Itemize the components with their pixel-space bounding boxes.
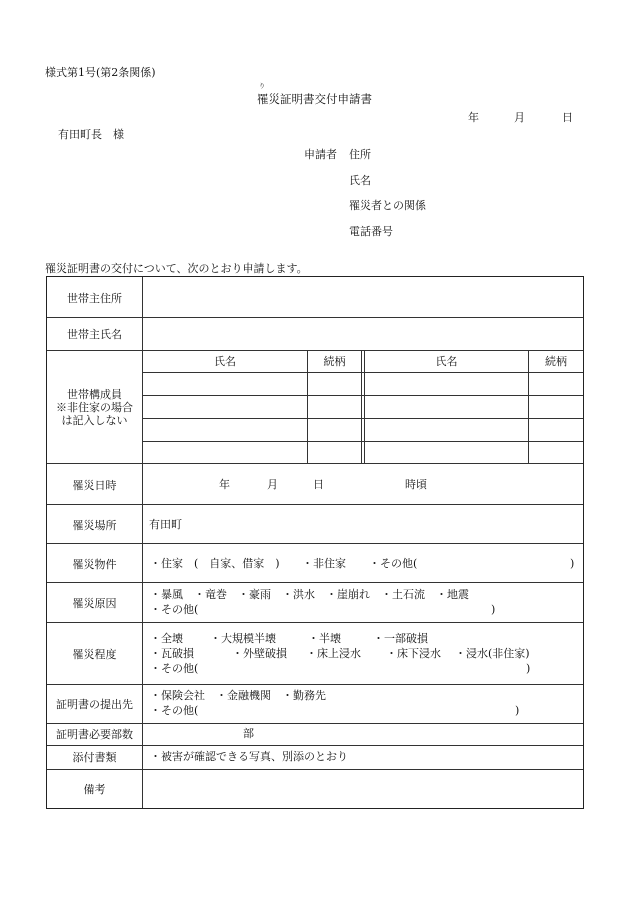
damage-level-label: 罹災程度: [72, 648, 117, 661]
property-other-option[interactable]: ・その他(: [369, 557, 418, 570]
cause-options[interactable]: ・暴風 ・竜巻 ・豪雨 ・洪水 ・崖崩れ ・土石流 ・地震: [150, 588, 469, 601]
property-house-option[interactable]: ・住家: [150, 557, 183, 570]
property-house-detail: ( 自家、借家 ): [194, 557, 280, 570]
damage-large-half-collapse[interactable]: ・大規模半壊: [210, 632, 276, 645]
application-table: [46, 276, 584, 809]
member-name-header-right: 氏名: [435, 355, 458, 368]
disaster-place-value: 有田町: [149, 518, 182, 531]
disaster-place-label: 罹災場所: [72, 519, 117, 532]
applicant-relation-label: 罹災者との関係: [349, 199, 426, 212]
document-title: 罹災証明書交付申請書: [257, 92, 372, 106]
household-address-label: 世帯主住所: [67, 292, 122, 305]
date-month: 月: [514, 111, 525, 124]
remarks-field[interactable]: [143, 770, 583, 807]
damage-roof-tile[interactable]: ・瓦破損: [150, 647, 194, 660]
applicant-label: 申請者: [304, 148, 337, 161]
attachments-label: 添付書類: [72, 751, 117, 764]
damage-above-floor-flood[interactable]: ・床上浸水: [306, 647, 361, 660]
addressee: 有田町長 様: [58, 128, 124, 141]
disaster-time: 時頃: [405, 478, 427, 491]
submit-to-options[interactable]: ・保険会社 ・金融機関 ・勤務先: [150, 689, 326, 702]
applicant-address-label: 住所: [349, 148, 371, 161]
remarks-label: 備考: [83, 783, 106, 796]
household-name-field[interactable]: [143, 318, 583, 349]
intro-text: 罹災証明書の交付について、次のとおり申請します。: [45, 262, 308, 275]
property-other-close: ): [570, 557, 575, 570]
damage-nonhouse-flood[interactable]: ・浸水(非住家): [455, 647, 530, 660]
date-day: 日: [562, 111, 573, 124]
disaster-year: 年: [219, 478, 230, 491]
property-nonhouse-option[interactable]: ・非住家: [302, 557, 346, 570]
damage-full-collapse[interactable]: ・全壊: [150, 632, 183, 645]
member-relation-header-right: 続柄: [545, 355, 567, 368]
disaster-property-label: 罹災物件: [72, 558, 117, 571]
cause-other-close: ): [491, 603, 496, 616]
copies-unit: 部: [243, 727, 254, 740]
members-label-line3: は記入しない: [61, 414, 128, 427]
copies-label: 証明書必要部数: [56, 728, 133, 741]
submit-to-other-close: ): [515, 704, 520, 717]
applicant-name-label: 氏名: [349, 174, 371, 187]
submit-to-other-option[interactable]: ・その他(: [150, 704, 199, 717]
submit-to-label: 証明書の提出先: [56, 698, 133, 711]
disaster-month: 月: [267, 478, 278, 491]
members-label-line1: 世帯構成員: [67, 388, 122, 401]
damage-other-option[interactable]: ・その他(: [150, 662, 199, 675]
damage-partial[interactable]: ・一部破損: [373, 632, 428, 645]
damage-exterior-wall[interactable]: ・外壁破損: [232, 647, 287, 660]
cause-other-option[interactable]: ・その他(: [150, 603, 199, 616]
disaster-day: 日: [313, 478, 324, 491]
disaster-cause-label: 罹災原因: [72, 597, 117, 610]
damage-half-collapse[interactable]: ・半壊: [308, 632, 341, 645]
form-number-label: 様式第1号(第2条関係): [45, 66, 156, 79]
title-ruby: り: [259, 83, 266, 90]
member-name-header-left: 氏名: [214, 355, 236, 368]
date-year: 年: [468, 111, 479, 124]
damage-other-close: ): [526, 662, 531, 675]
household-name-label: 世帯主氏名: [67, 328, 122, 341]
applicant-phone-label: 電話番号: [349, 225, 393, 238]
member-relation-header-left: 続柄: [323, 355, 346, 368]
household-address-field[interactable]: [143, 278, 583, 316]
attachments-value: ・被害が確認できる写真、別添のとおり: [150, 750, 348, 763]
disaster-datetime-label: 罹災日時: [72, 479, 117, 492]
damage-below-floor-flood[interactable]: ・床下浸水: [386, 647, 441, 660]
members-label-line2: ※非住家の場合: [56, 401, 133, 414]
